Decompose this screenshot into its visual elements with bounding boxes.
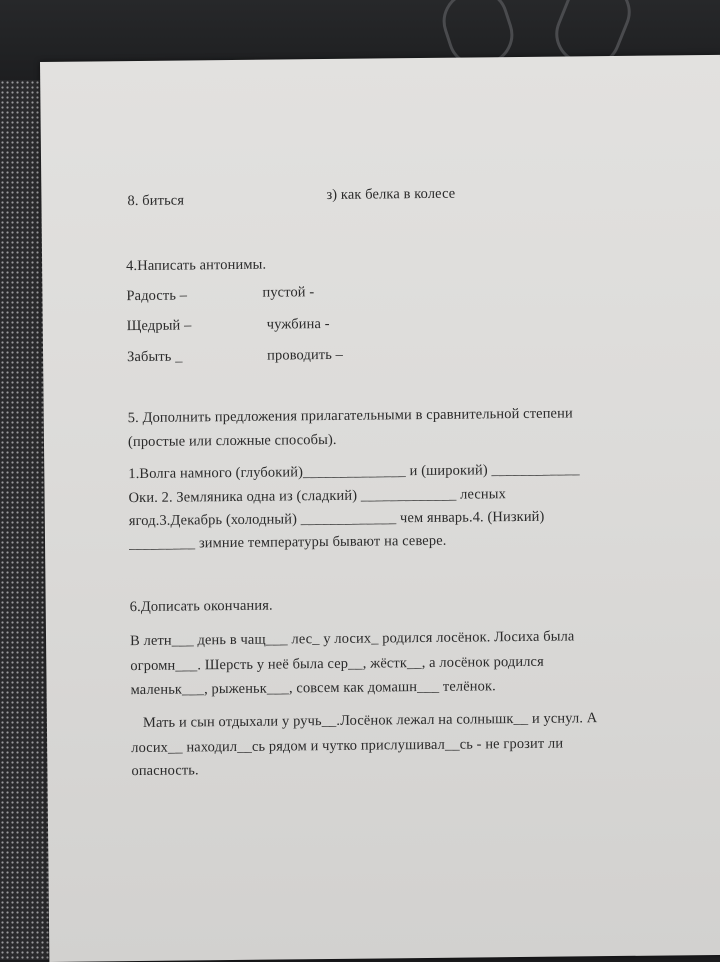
task4-row1-left: Радость – [126, 287, 188, 305]
worksheet-page [40, 55, 720, 962]
task5-title-line1: 5. Дополнить предложения прилагательными в сравнительной степени [127, 405, 573, 427]
task6-title: 6.Дописать окончания. [129, 597, 273, 616]
task6-p2-line2: лосих__ находил__сь рядом и чутко прислушивал__сь - не грозит ли [131, 735, 564, 757]
task5-line2: Оки. 2. Земляника одна из (сладкий) _____________ лесных [128, 486, 507, 507]
task4-row2-right: чужбина - [266, 315, 330, 333]
task5-line4: _________ зимние температуры бывают на севере. [128, 532, 447, 553]
task4-row1-right: пустой - [262, 284, 315, 301]
task6-p2-line3: опасность. [131, 762, 199, 780]
task6-p1-line3: маленьк___, рыженьк___, совсем как домашн___ телёнок. [130, 678, 496, 699]
task5-title-line2: (простые или сложные способы). [127, 431, 337, 451]
task4-row3-left: Забыть _ [127, 348, 183, 366]
task4-title: 4.Написать антонимы. [126, 256, 267, 275]
task6-p2-line1: Мать и сын отдыхали у ручь__.Лосёнок лежал на солнышк__ и уснул. А [142, 710, 598, 731]
task4-row3-right: проводить – [267, 346, 344, 364]
task4-row2-left: Щедрый – [126, 317, 192, 335]
task5-line1: 1.Волга намного (глубокий)______________ и (широкий) ____________ [128, 461, 580, 483]
task6-p1-line2: огромн___. Шерсть у неё была сер__, жёстк__, а лосёнок родился [130, 653, 544, 675]
task8-left: 8. биться [127, 192, 185, 210]
task6-p1-line1: В летн___ день в чащ___ лес_ у лосих_ родился лосёнок. Лосиха была [129, 628, 575, 650]
task8-right: з) как белка в колесе [326, 185, 456, 204]
task5-line3: ягод.3.Декабрь (холодный) _____________ чем январь.4. (Низкий) [128, 508, 545, 530]
